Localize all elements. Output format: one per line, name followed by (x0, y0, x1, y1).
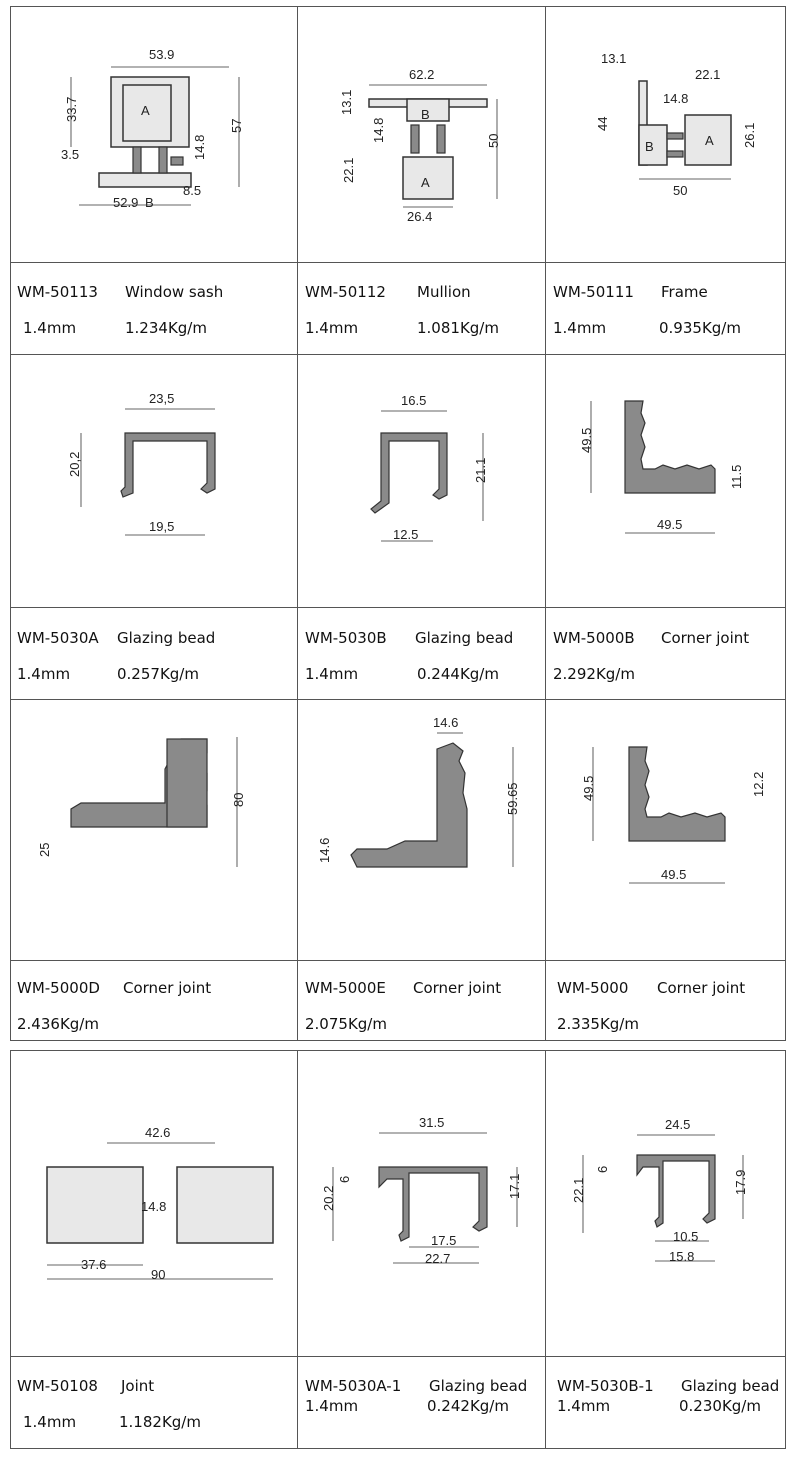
profile-thickness: 1.4mm (17, 665, 71, 683)
dim-label: 49.5 (581, 775, 596, 801)
dim-label: 57 (229, 118, 244, 133)
chamber-label-b: B (645, 139, 654, 154)
dim-label: 20.2 (321, 1185, 336, 1211)
profile-code: WM-5030B-1 (557, 1377, 654, 1395)
dim-label: 59.65 (505, 782, 520, 815)
profile-name: Joint (121, 1377, 155, 1395)
corner-joint-svg (11, 699, 296, 959)
profile-code: WM-50113 (17, 283, 98, 301)
dim-label: 42.6 (145, 1125, 171, 1140)
profile-name: Mullion (417, 283, 471, 301)
profile-thickness: 1.4mm (23, 319, 77, 337)
joint-section-svg (11, 1051, 296, 1355)
profile-card-wm-5000e (297, 699, 545, 1041)
profile-drawing (545, 353, 785, 607)
chamber-label-b: B (145, 195, 154, 210)
profile-name: Glazing bead (681, 1377, 780, 1395)
dim-label: 17.5 (431, 1233, 457, 1248)
dim-label: 80 (231, 792, 246, 807)
frame-section-svg (545, 7, 785, 261)
profile-thickness: 1.4mm (557, 1397, 611, 1415)
dim-label: 12.5 (393, 527, 419, 542)
profile-name: Glazing bead (415, 629, 514, 647)
dim-label: 25 (37, 842, 52, 857)
dim-label: 50 (486, 133, 501, 148)
profile-code: WM-5000 (557, 979, 629, 997)
dim-label: 14.6 (433, 715, 459, 730)
dim-label: 23,5 (149, 391, 175, 406)
profile-drawing (545, 7, 785, 261)
dim-label: 15.8 (669, 1249, 695, 1264)
profile-card-wm-5030b (297, 353, 545, 699)
profile-card-wm-5000 (545, 699, 785, 1041)
profile-weight: 0.257Kg/m (117, 665, 199, 683)
profile-card-wm-5030b-1 (545, 1051, 785, 1448)
profile-weight: 1.182Kg/m (119, 1413, 201, 1431)
profile-weight: 2.436Kg/m (17, 1015, 99, 1033)
profile-drawing (297, 353, 545, 607)
sash-section-svg (11, 7, 296, 261)
profile-code: WM-5000D (17, 979, 100, 997)
dim-label: 14.8 (192, 134, 207, 160)
dim-label: 37.6 (81, 1257, 107, 1272)
dim-label: 14.6 (317, 837, 332, 863)
profile-drawing (11, 353, 296, 607)
dim-label: 26.1 (742, 122, 757, 148)
profile-weight: 1.081Kg/m (417, 319, 499, 337)
profile-thickness: 1.4mm (553, 319, 607, 337)
bead-section-svg (545, 1051, 785, 1355)
dim-label: 14.8 (141, 1199, 167, 1214)
dim-label: 22.1 (571, 1177, 586, 1203)
dim-label: 31.5 (419, 1115, 445, 1130)
dim-label: 52.9 (113, 195, 139, 210)
dim-label: 14.8 (663, 91, 689, 106)
profile-name: Corner joint (413, 979, 502, 997)
profile-weight: 0.244Kg/m (417, 665, 499, 683)
dim-label: 49.5 (579, 427, 594, 453)
dim-label: 8.5 (183, 183, 202, 198)
profile-code: WM-5030A (17, 629, 99, 647)
profile-card-wm-5000d (11, 699, 296, 1041)
profile-name: Corner joint (123, 979, 212, 997)
dim-label: 13.1 (601, 51, 627, 66)
chamber-label-a: A (141, 103, 150, 118)
dim-label: 22.1 (341, 157, 356, 183)
dim-label: 53.9 (149, 47, 175, 62)
dim-label: 20,2 (67, 451, 82, 477)
profile-code: WM-50108 (17, 1377, 98, 1395)
profile-code: WM-50111 (553, 283, 634, 301)
profile-weight: 1.234Kg/m (125, 319, 207, 337)
dim-label: 90 (151, 1267, 166, 1282)
chamber-label-a: A (705, 133, 714, 148)
profile-thickness: 1.4mm (305, 665, 359, 683)
corner-joint-svg (545, 699, 785, 959)
bead-section-svg (11, 353, 296, 607)
profile-name: Corner joint (661, 629, 750, 647)
profile-thickness: 1.4mm (305, 319, 359, 337)
profile-drawing (11, 1051, 296, 1355)
corner-joint-svg (545, 353, 785, 607)
dim-label: 13.1 (339, 89, 354, 115)
profile-code: WM-50112 (305, 283, 386, 301)
profile-drawing (11, 7, 296, 261)
profile-name: Glazing bead (117, 629, 216, 647)
chamber-label-b: B (421, 107, 430, 122)
profile-thickness: 1.4mm (305, 1397, 359, 1415)
profile-drawing (11, 699, 296, 959)
profile-weight: 2.335Kg/m (557, 1015, 639, 1033)
dim-label: 11.5 (729, 464, 744, 489)
sash-chamber-b (99, 173, 191, 187)
profile-card-wm-5030a-1 (297, 1051, 545, 1448)
dim-label: 10.5 (673, 1229, 699, 1244)
profile-code: WM-5030B (305, 629, 387, 647)
corner-joint-svg (297, 699, 545, 959)
profile-weight: 2.075Kg/m (305, 1015, 387, 1033)
dim-label: 14.8 (371, 117, 386, 143)
dim-label: 50 (673, 183, 688, 198)
dim-label: 3.5 (61, 147, 80, 162)
profile-drawing (297, 699, 545, 959)
profile-drawing (297, 7, 545, 261)
bead-section-svg (297, 353, 545, 607)
dim-label: 21.1 (473, 457, 488, 483)
dim-label: 6 (337, 1175, 352, 1183)
dim-label: 6 (595, 1165, 610, 1173)
profile-card-wm-5030a (11, 353, 296, 699)
profile-name: Frame (661, 283, 708, 301)
profile-drawing (545, 699, 785, 959)
profile-card-wm-50113 (11, 7, 296, 353)
dim-label: 24.5 (665, 1117, 691, 1132)
dim-label: 19,5 (149, 519, 175, 534)
dim-label: 17.1 (507, 1173, 522, 1199)
dim-label: 22.1 (695, 67, 721, 82)
dim-label: 33.7 (64, 96, 79, 122)
profile-card-wm-50112 (297, 7, 545, 353)
profile-weight: 2.292Kg/m (553, 665, 635, 683)
dim-label: 12.2 (751, 771, 766, 797)
profile-name: Glazing bead (429, 1377, 528, 1395)
dim-label: 44 (595, 116, 610, 131)
profile-code: WM-5000B (553, 629, 635, 647)
profile-code: WM-5030A-1 (305, 1377, 402, 1395)
dim-label: 49.5 (657, 517, 683, 532)
mullion-section-svg (297, 7, 545, 261)
dim-label: 17.9 (733, 1169, 748, 1195)
profile-weight: 0.230Kg/m (679, 1397, 761, 1415)
bead-section-svg (297, 1051, 545, 1355)
profile-weight: 0.242Kg/m (427, 1397, 509, 1415)
profile-name: Window sash (125, 283, 224, 301)
profile-card-wm-50111 (545, 7, 785, 353)
profile-code: WM-5000E (305, 979, 386, 997)
dim-label: 16.5 (401, 393, 427, 408)
dim-label: 49.5 (661, 867, 687, 882)
chamber-label-a: A (421, 175, 430, 190)
profile-card-wm-50108 (11, 1051, 296, 1448)
dim-label: 22.7 (425, 1251, 451, 1266)
dim-label: 26.4 (407, 209, 433, 224)
profile-drawing (297, 1051, 545, 1355)
profile-drawing (545, 1051, 785, 1355)
profile-name: Corner joint (657, 979, 746, 997)
profile-weight: 0.935Kg/m (659, 319, 741, 337)
dim-label: 62.2 (409, 67, 435, 82)
profile-card-wm-5000b (545, 353, 785, 699)
profile-thickness: 1.4mm (23, 1413, 77, 1431)
